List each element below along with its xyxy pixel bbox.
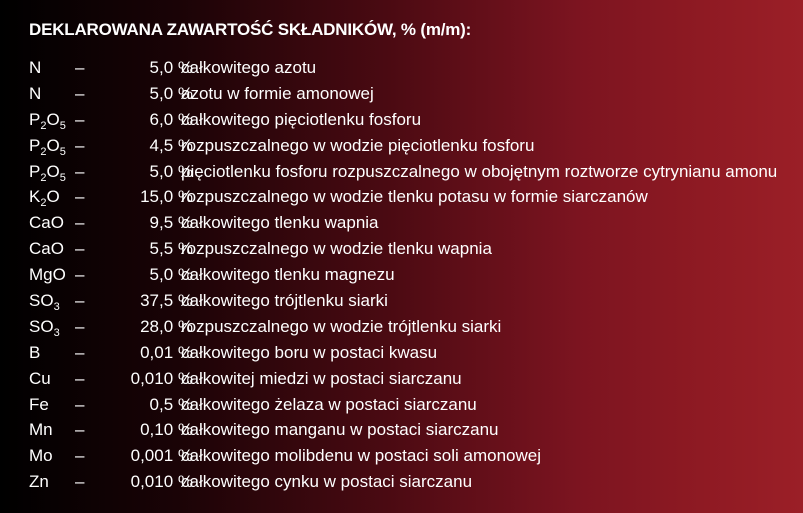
- formula-subscript: 3: [53, 326, 60, 339]
- description: rozpuszczalnego w wodzie trójtlenku siarki: [181, 316, 502, 336]
- percentage-value: 5,0 %: [149, 58, 193, 77]
- percentage-value: 5,5 %: [149, 239, 193, 259]
- description: całkowitego trójtlenku siarki: [181, 291, 388, 311]
- description: całkowitego azotu: [181, 58, 317, 77]
- dash: –: [75, 316, 85, 336]
- list-item: [29, 342, 803, 368]
- percentage-value: 0,10 %: [140, 420, 193, 440]
- formula-subscript: 2: [40, 119, 47, 132]
- percentage-value: 15,0 %: [140, 187, 193, 207]
- dash: –: [75, 291, 85, 311]
- dash: –: [75, 265, 85, 285]
- percentage-value: 0,010 %: [130, 472, 193, 492]
- formula-subscript: 2: [40, 197, 47, 210]
- formula: [29, 238, 64, 260]
- formula-subscript: 2: [40, 145, 47, 158]
- formula-part: P: [29, 161, 41, 181]
- dash: –: [75, 213, 85, 233]
- dash: –: [75, 58, 85, 77]
- dash: –: [75, 161, 85, 181]
- formula-part: SO: [29, 291, 54, 311]
- formula-part: Fe: [29, 394, 49, 414]
- percentage-value: 0,010 %: [130, 368, 193, 388]
- list-item: [29, 83, 803, 109]
- formula-part: O: [46, 109, 60, 129]
- formula-part: N: [29, 83, 42, 103]
- percentage-value: 37,5 %: [140, 291, 193, 311]
- formula: [29, 368, 51, 390]
- list-item: [29, 290, 803, 316]
- list-item: [29, 264, 803, 290]
- formula-part: MgO: [29, 265, 66, 285]
- formula: [29, 161, 66, 183]
- list-item: [29, 419, 803, 445]
- list-item: [29, 394, 803, 420]
- description: całkowitego molibdenu w postaci soli amonowej: [181, 446, 542, 466]
- description: rozpuszczalnego w wodzie tlenku potasu w formie siarczanów: [181, 187, 648, 207]
- formula: [29, 290, 60, 312]
- description: pięciotlenku fosforu rozpuszczalnego w obojętnym roztworze cytrynianu amonu: [181, 161, 778, 181]
- dash: –: [75, 420, 85, 440]
- formula: [29, 109, 66, 131]
- dash: –: [75, 83, 85, 103]
- list-item: [29, 316, 803, 342]
- formula-part: SO: [29, 316, 54, 336]
- formula: [29, 471, 49, 493]
- description: rozpuszczalnego w wodzie pięciotlenku fosforu: [181, 135, 535, 155]
- dash: –: [75, 446, 85, 466]
- formula: [29, 57, 41, 79]
- description: całkowitego pięciotlenku fosforu: [181, 109, 422, 129]
- description: azotu w formie amonowej: [181, 83, 374, 103]
- percentage-value: 28,0 %: [140, 316, 193, 336]
- formula: [29, 212, 64, 234]
- formula: [29, 342, 40, 364]
- formula-part: Zn: [29, 472, 49, 492]
- dash: –: [75, 342, 85, 362]
- formula-part: B: [29, 342, 41, 362]
- dash: –: [75, 394, 85, 414]
- description: całkowitego tlenku wapnia: [181, 213, 379, 233]
- section-title: DEKLAROWANA ZAWARTOŚĆ SKŁADNIKÓW, % (m/m):: [29, 20, 472, 39]
- list-item: [29, 135, 803, 161]
- formula-part: K: [29, 187, 41, 207]
- list-item: [29, 445, 803, 471]
- formula: [29, 83, 41, 105]
- formula: [29, 186, 60, 208]
- formula-part: O: [46, 161, 60, 181]
- dash: –: [75, 135, 85, 155]
- formula-part: Cu: [29, 368, 51, 388]
- description: rozpuszczalnego w wodzie tlenku wapnia: [181, 239, 492, 259]
- percentage-value: 0,5 %: [149, 394, 193, 414]
- formula: [29, 419, 53, 441]
- formula-subscript: 5: [59, 171, 66, 184]
- formula-part: Mn: [29, 420, 53, 440]
- formula-part: CaO: [29, 239, 64, 259]
- description: całkowitego cynku w postaci siarczanu: [181, 472, 473, 492]
- formula-part: O: [46, 187, 60, 207]
- percentage-value: 5,0 %: [149, 83, 193, 103]
- percentage-value: 9,5 %: [149, 213, 193, 233]
- percentage-value: 4,5 %: [149, 135, 193, 155]
- list-item: [29, 238, 803, 264]
- formula-part: O: [46, 135, 60, 155]
- formula-subscript: 2: [40, 171, 47, 184]
- percentage-value: 0,01 %: [140, 342, 193, 362]
- description: całkowitego manganu w postaci siarczanu: [181, 420, 499, 440]
- description: całkowitego żelaza w postaci siarczanu: [181, 394, 477, 414]
- dash: –: [75, 239, 85, 259]
- percentage-value: 0,001 %: [130, 446, 193, 466]
- formula-part: P: [29, 135, 41, 155]
- formula-part: Mo: [29, 446, 53, 466]
- dash: –: [75, 472, 85, 492]
- list-item: [29, 186, 803, 212]
- percentage-value: 5,0 %: [149, 265, 193, 285]
- formula-subscript: 5: [59, 119, 66, 132]
- dash: –: [75, 109, 85, 129]
- dash: –: [75, 187, 85, 207]
- formula: [29, 135, 66, 157]
- list-item: [29, 109, 803, 135]
- description: całkowitego boru w postaci kwasu: [181, 342, 438, 362]
- percentage-value: 6,0 %: [149, 109, 193, 129]
- list-item: [29, 368, 803, 394]
- description: całkowitej miedzi w postaci siarczanu: [181, 368, 462, 388]
- formula-part: N: [29, 58, 42, 77]
- formula-part: CaO: [29, 213, 64, 233]
- dash: –: [75, 368, 85, 388]
- formula-subscript: 3: [53, 301, 60, 314]
- list-item: [29, 212, 803, 238]
- formula: [29, 394, 49, 416]
- formula: [29, 445, 53, 467]
- description: całkowitego tlenku magnezu: [181, 265, 395, 285]
- formula-part: P: [29, 109, 41, 129]
- list-item: [29, 161, 803, 187]
- list-item: [29, 57, 803, 83]
- ingredient-list: [29, 57, 803, 497]
- formula: [29, 264, 66, 286]
- formula-subscript: 5: [59, 145, 66, 158]
- percentage-value: 5,0 %: [149, 161, 193, 181]
- formula: [29, 316, 60, 338]
- list-item: [29, 471, 803, 497]
